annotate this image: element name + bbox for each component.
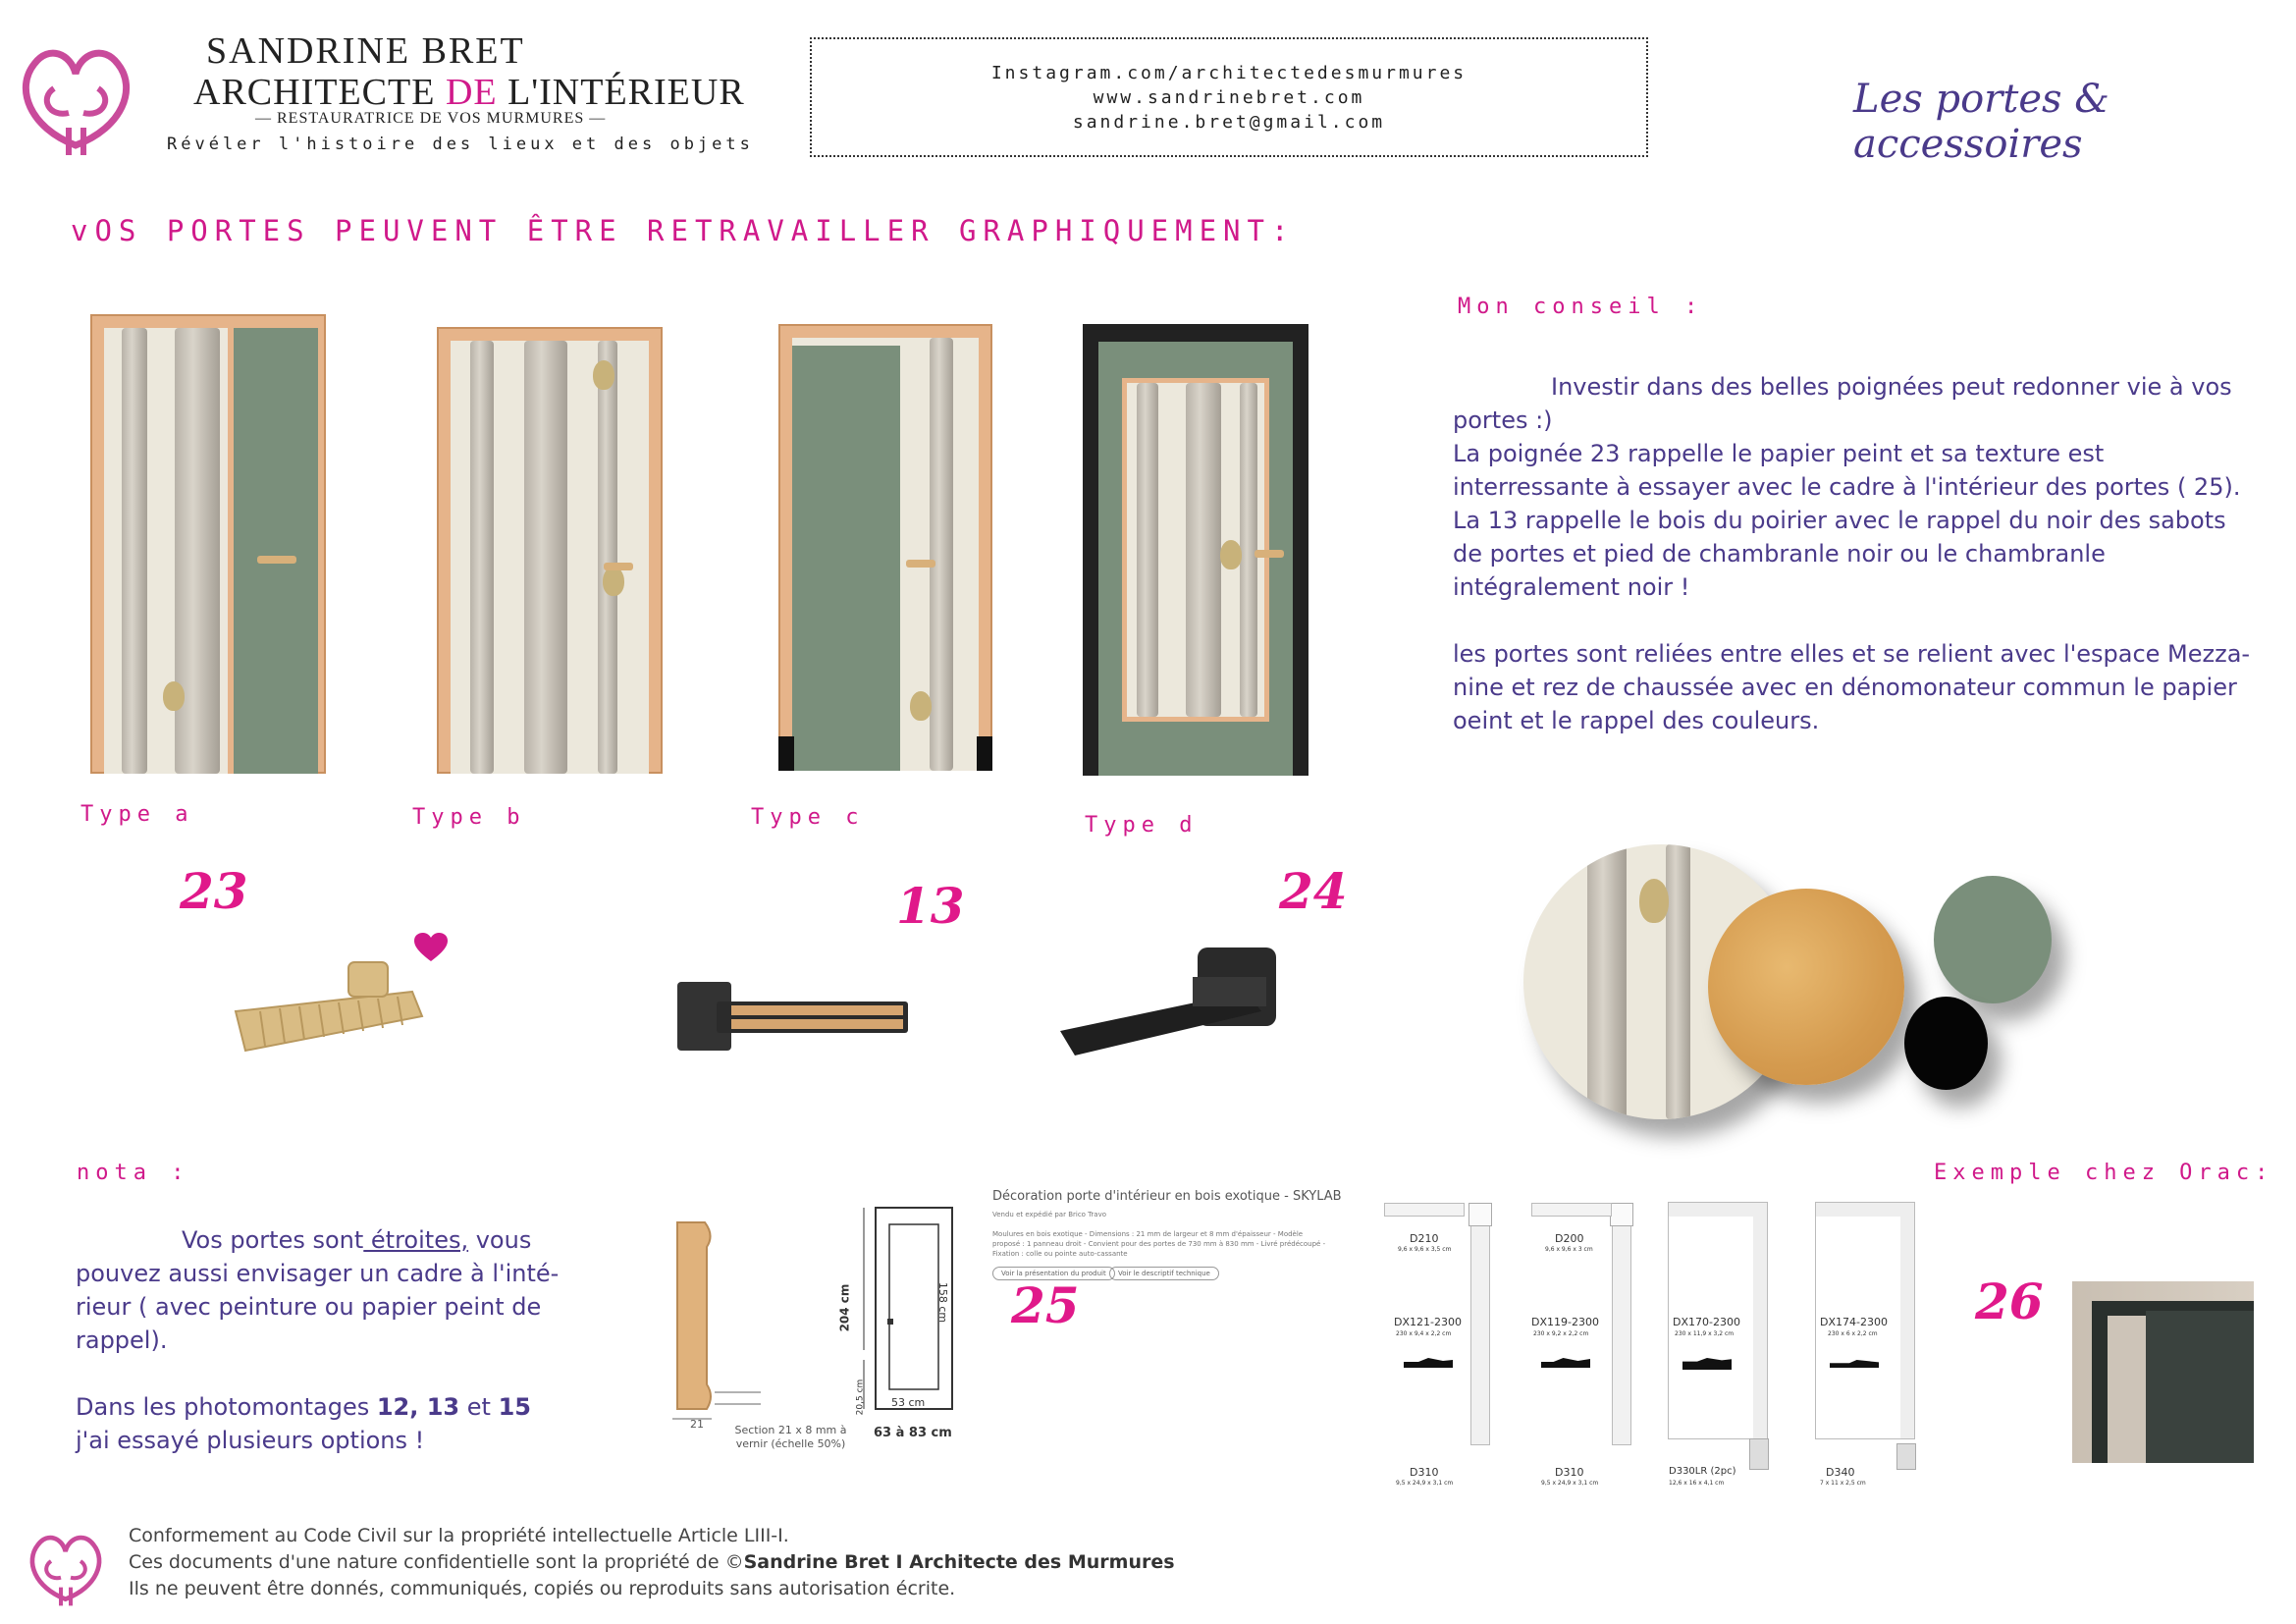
- orac-item-1-top-dim: 9,6 x 9,6 x 3,5 cm: [1398, 1246, 1452, 1253]
- orac-item-1: [1384, 1203, 1502, 1497]
- conseil-p2: La poignée 23 rappelle le papier peint et sa texture est interressante à essayer avec le cadre à l'intérieur des portes ( 25).: [1453, 440, 2241, 501]
- footer-line2: [129, 1549, 1307, 1576]
- orac-item-2-mid-dim: 230 x 9,2 x 2,2 cm: [1533, 1330, 1589, 1337]
- dim-small: 20,5 cm: [855, 1379, 866, 1416]
- dim-width: 53 cm: [891, 1396, 926, 1409]
- orac-photo: [2072, 1281, 2254, 1463]
- footer-text: [129, 1523, 1307, 1602]
- footer-line2-a: Ces documents d'une nature confidentielle sont la propriété de ©: [129, 1551, 744, 1573]
- conseil-title: Mon conseil :: [1458, 295, 1704, 319]
- nota-p2-n12: 12, 13: [376, 1393, 460, 1421]
- contact-box: [810, 37, 1648, 157]
- brand-title-b: L'INTÉRIEUR: [497, 72, 745, 113]
- orac-item-2-bottom: D310: [1555, 1466, 1584, 1479]
- label-type-d: Type d: [1085, 813, 1199, 838]
- nota-text: [76, 1223, 561, 1457]
- label-type-b: Type b: [412, 805, 526, 830]
- product-button-presentation[interactable]: Voir la présentation du produit: [992, 1267, 1115, 1280]
- nota-p2-et: et: [459, 1393, 499, 1421]
- moulding-profile: [667, 1218, 780, 1424]
- door-type-d: [1083, 324, 1308, 776]
- orac-item-3-bottom-dim: 12,6 x 16 x 4,1 cm: [1669, 1480, 1725, 1487]
- footer-logo: [22, 1522, 110, 1610]
- orac-item-4-mid: DX174-2300: [1820, 1316, 1888, 1328]
- swatch-green: [1934, 876, 2052, 1003]
- skylab-number-25: 25: [1011, 1276, 1080, 1334]
- brand-subtitle: — RESTAURATRICE DE VOS MURMURES —: [255, 110, 607, 127]
- brand-tagline: Révéler l'histoire des lieux et des objets: [167, 135, 754, 154]
- nota-p1: [76, 1223, 561, 1357]
- orac-item-1-bottom-dim: 9,5 x 24,9 x 3,1 cm: [1396, 1480, 1454, 1487]
- orac-title: Exemple chez Orac:: [1934, 1161, 2274, 1185]
- orac-number-26: 26: [1975, 1272, 2044, 1330]
- label-type-a: Type a: [80, 802, 194, 827]
- brand-title-a: ARCHITECTE: [193, 72, 446, 113]
- moulding-section-note: Section 21 x 8 mm à vernir (échelle 50%): [734, 1424, 847, 1450]
- nota-title: nota :: [77, 1161, 190, 1185]
- door-type-b: [437, 327, 663, 774]
- brand-title: [193, 71, 745, 114]
- orac-item-1-mid: DX121-2300: [1394, 1316, 1462, 1328]
- page-title: Les portes & accessoires: [1853, 77, 2109, 167]
- orac-item-2-top: D200: [1555, 1232, 1584, 1245]
- orac-item-3-mid-dim: 230 x 11,9 x 3,2 cm: [1675, 1330, 1735, 1337]
- orac-item-4-bottom: D340: [1826, 1466, 1855, 1479]
- handle-number-13: 13: [896, 877, 965, 935]
- orac-item-2: [1522, 1203, 1639, 1497]
- nota-p2-b: j'ai essayé plusieurs options !: [76, 1427, 425, 1454]
- orac-item-2-top-dim: 9,6 x 9,6 x 3 cm: [1545, 1246, 1593, 1253]
- label-type-c: Type c: [751, 805, 865, 830]
- handle-13-image: [677, 972, 913, 1060]
- orac-catalog: [1384, 1203, 1914, 1497]
- nota-p2-a: Dans les photomontages: [76, 1393, 377, 1421]
- handle-number-24: 24: [1279, 862, 1348, 920]
- swatch-black: [1904, 997, 1988, 1090]
- section-title: vOS PORTES PEUVENT ÊTRE RETRAVAILLER GRAPHIQUEMENT:: [71, 214, 1296, 247]
- orac-item-1-top: D210: [1410, 1232, 1439, 1245]
- brand-logo: [10, 29, 142, 162]
- product-seller: Vendu et expédié par Brico Travo: [992, 1211, 1107, 1218]
- dim-height: 204 cm: [837, 1283, 852, 1332]
- orac-item-4-mid-dim: 230 x 6 x 2,2 cm: [1828, 1330, 1878, 1337]
- orac-item-1-bottom: D310: [1410, 1466, 1439, 1479]
- conseil-p3: La 13 rappelle le bois du poirier avec le rappel du noir des sabots de portes et pied de chambranle noir ou le chambranle intégralement noir !: [1453, 507, 2226, 601]
- swatch-oak: [1708, 889, 1904, 1085]
- contact-instagram[interactable]: Instagram.com/architectedesmurmures: [990, 63, 1468, 83]
- nota-p2: [76, 1390, 561, 1457]
- conseil-p1: Investir dans des belles poignées peut redonner vie à vos portes :): [1453, 373, 2232, 434]
- contact-email[interactable]: sandrine.bret@gmail.com: [1072, 112, 1386, 133]
- swatches: [1512, 844, 2081, 1149]
- handle-number-23: 23: [180, 862, 248, 920]
- contact-website[interactable]: www.sandrinebret.com: [1093, 87, 1365, 108]
- footer-line3: Ils ne peuvent être donnés, communiqués, copiés ou reproduits sans autorisation écrite.: [129, 1578, 956, 1599]
- product-title[interactable]: Décoration porte d'intérieur en bois exotique - SKYLAB: [992, 1189, 1342, 1204]
- handle-23-image: [231, 952, 432, 1060]
- orac-item-1-mid-dim: 230 x 9,4 x 2,2 cm: [1396, 1330, 1452, 1337]
- orac-item-4-bottom-dim: 7 x 11 x 2,5 cm: [1820, 1480, 1866, 1487]
- dim-inner: 158 cm: [936, 1281, 950, 1324]
- moulding-width-label: 21: [690, 1418, 704, 1431]
- orac-item-3-mid: DX170-2300: [1673, 1316, 1740, 1328]
- orac-item-2-bottom-dim: 9,5 x 24,9 x 3,1 cm: [1541, 1480, 1599, 1487]
- orac-item-3-bottom: D330LR (2pc): [1669, 1466, 1736, 1477]
- door-type-c: [778, 324, 992, 771]
- orac-item-4: [1816, 1203, 1914, 1497]
- orac-item-3: [1669, 1203, 1787, 1497]
- conseil-text: [1453, 370, 2253, 737]
- orac-item-2-mid: DX119-2300: [1531, 1316, 1599, 1328]
- product-desc: Moulures en bois exotique - Dimensions : 21 mm de largeur et 8 mm d'épaisseur - Modèle proposé : 1 panneau droit - Convient pour des portes de 730 mm à 830 mm - Livré prédécoupé - Fixation : colle ou pointe auto-cassante: [992, 1230, 1326, 1258]
- footer-line2-b: Sandrine Bret I Architecte des Murmures: [743, 1551, 1175, 1573]
- nota-p1-emph: étroites,: [363, 1226, 469, 1254]
- conseil-p4: les portes sont reliées entre elles et se relient avec l'espace Mezza-nine et rez de chaussée avec en dénomonateur commun le papier oeint et le rappel des couleurs.: [1453, 640, 2251, 734]
- brand-title-de: DE: [445, 72, 498, 113]
- footer-line1: Conformement au Code Civil sur la propriété intellectuelle Article LIII-I.: [129, 1525, 789, 1546]
- product-button-descriptif[interactable]: Voir le descriptif technique: [1109, 1267, 1219, 1280]
- nota-p2-n15: 15: [498, 1393, 531, 1421]
- door-type-a: [90, 314, 326, 774]
- handle-24-image: [1050, 938, 1306, 1065]
- nota-p1-a: Vos portes sont: [182, 1226, 364, 1254]
- brand-name: SANDRINE BRET: [206, 30, 525, 72]
- dim-total: 63 à 83 cm: [874, 1426, 952, 1440]
- nota-p1-c: vous pouvez aussi envisager un cadre à l'inté-rieur ( avec peinture ou papier peint de rappel).: [76, 1226, 560, 1354]
